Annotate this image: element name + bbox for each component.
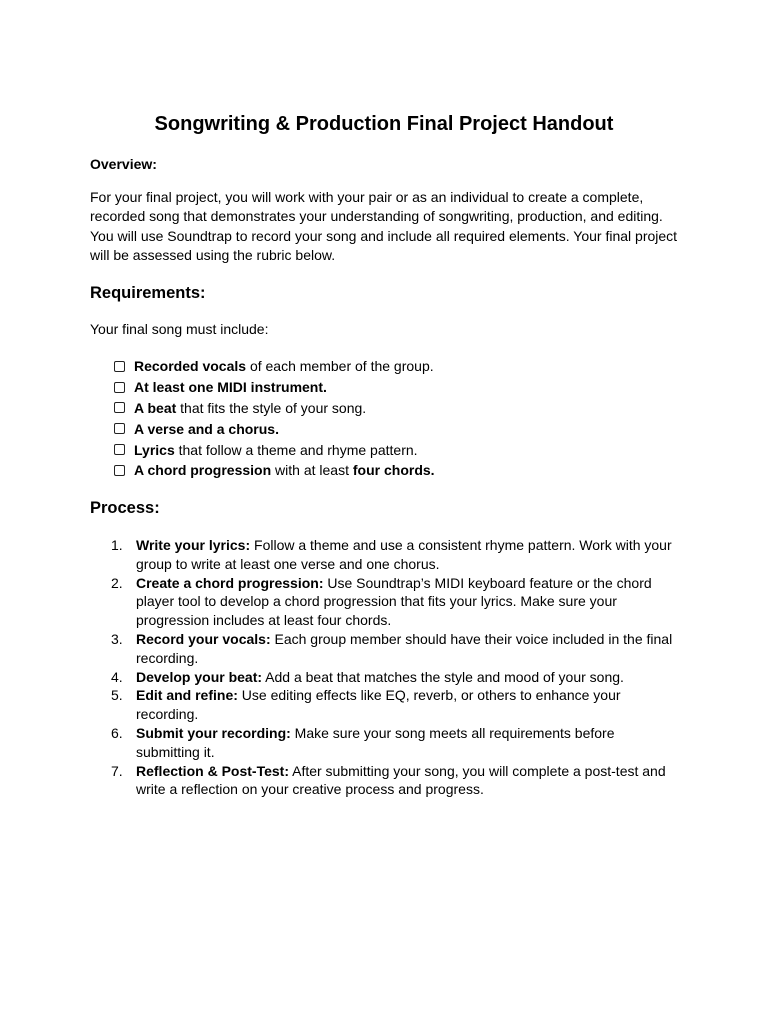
step-number: 7.	[111, 762, 123, 779]
checkbox-icon[interactable]	[114, 465, 125, 476]
step-text: Use editing effects like EQ, reverb, or others to enhance your recording.	[136, 687, 621, 723]
requirement-bold: Lyrics	[134, 441, 175, 458]
step-title: Reflection & Post-Test:	[136, 762, 289, 779]
step-title: Edit and refine:	[136, 687, 238, 704]
process-step	[90, 574, 680, 630]
process-step	[90, 724, 680, 762]
requirement-item	[114, 439, 435, 460]
step-text: Each group member should have their voice included in the final recording.	[136, 630, 673, 666]
overview-label: Overview:	[90, 156, 157, 172]
step-text: Add a beat that matches the style and mood of your song.	[262, 668, 624, 685]
requirement-text: with at least	[271, 462, 353, 479]
step-text: Make sure your song meets all requirements before submitting it.	[136, 724, 615, 760]
requirement-bold: Recorded vocals	[134, 358, 247, 375]
requirements-intro: Your final song must include:	[90, 321, 269, 337]
step-number: 2.	[111, 574, 123, 591]
step-text: Use Soundtrap’s MIDI keyboard feature or the chord player tool to develop a chord progression that fits your lyrics. Make sure your progression includes at least four chords.	[136, 574, 652, 629]
process-step	[90, 630, 680, 668]
checkbox-icon[interactable]	[114, 382, 125, 393]
step-title: Create a chord progression:	[136, 574, 324, 591]
checkbox-icon[interactable]	[114, 444, 125, 455]
process-step	[90, 686, 680, 724]
process-step	[90, 536, 680, 574]
process-step	[90, 668, 680, 687]
process-heading: Process:	[90, 499, 160, 517]
requirement-item	[114, 460, 435, 481]
requirement-bold-2: four chords.	[352, 462, 435, 479]
checkbox-icon[interactable]	[114, 361, 125, 372]
requirement-item	[114, 398, 435, 419]
step-text: After submitting your song, you will complete a post-test and write a reflection on your creative process and progress.	[136, 762, 666, 798]
step-title: Write your lyrics:	[136, 537, 251, 553]
requirement-item	[114, 377, 435, 398]
page-title: Songwriting & Production Final Project Handout	[154, 113, 614, 135]
step-text: Follow a theme and use a consistent rhyme pattern. Work with your group to write at least one verse and one chorus.	[136, 537, 672, 572]
requirements-heading: Requirements:	[90, 284, 206, 302]
step-number: 6.	[111, 724, 123, 741]
requirement-text: of each member of the group.	[246, 358, 434, 375]
requirement-text: that follow a theme and rhyme pattern.	[174, 441, 418, 458]
process-steps	[90, 536, 680, 799]
step-number: 5.	[111, 687, 123, 704]
requirement-bold: At least one MIDI instrument.	[134, 379, 327, 396]
step-number: 3.	[111, 630, 123, 647]
step-title: Record your vocals:	[136, 630, 271, 647]
requirement-bold: A verse and a chorus.	[134, 420, 279, 437]
checkbox-icon[interactable]	[114, 402, 125, 413]
checkbox-icon[interactable]	[114, 423, 125, 434]
requirement-bold: A beat	[134, 399, 177, 416]
process-step	[90, 762, 680, 800]
step-title: Develop your beat:	[136, 668, 263, 685]
requirements-checklist	[114, 356, 435, 481]
requirement-bold: A chord progression	[134, 462, 272, 479]
requirement-item	[114, 356, 435, 377]
step-number: 4.	[111, 668, 123, 685]
requirement-item	[114, 418, 435, 439]
step-title: Submit your recording:	[136, 724, 291, 741]
step-number: 1.	[111, 537, 123, 553]
requirement-text: that fits the style of your song.	[176, 399, 367, 416]
overview-text: For your final project, you will work with your pair or as an individual to create a complete, recorded song that demonstrates your understanding of songwriting, production, and editing. You will use Soundtrap to record your song and include all required elements. Your final project will be assessed using the rubric below.	[90, 189, 678, 263]
